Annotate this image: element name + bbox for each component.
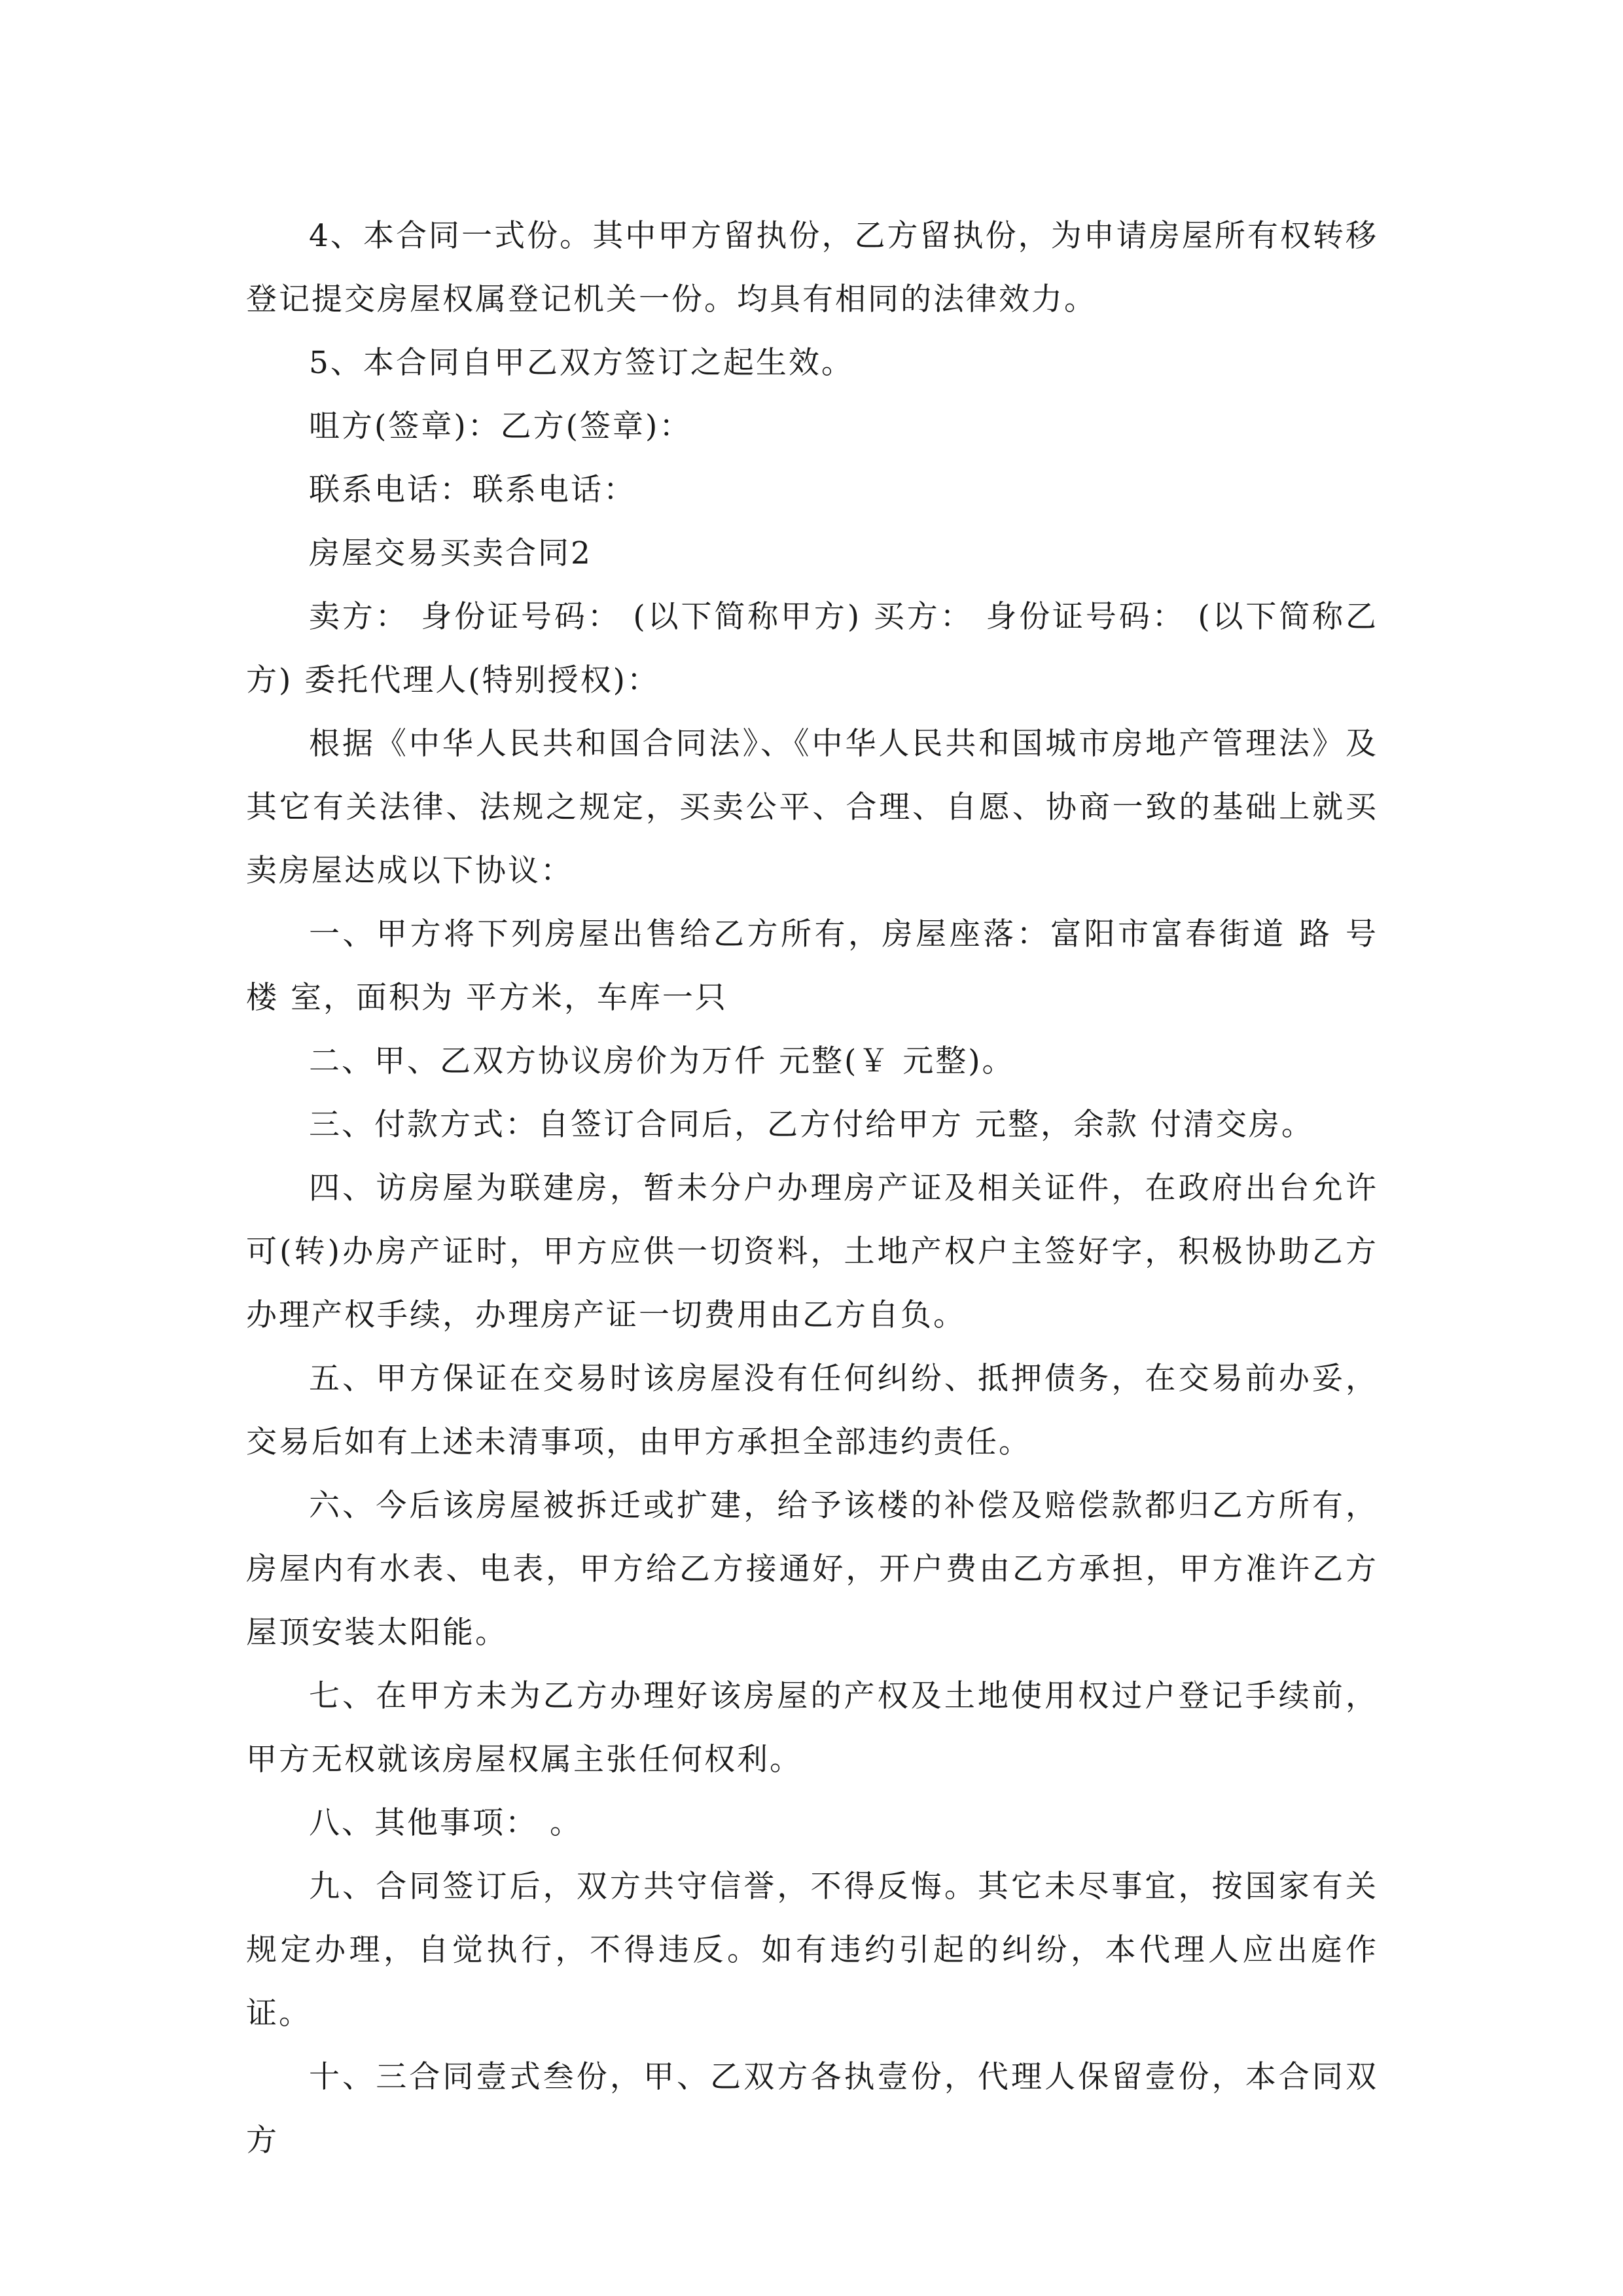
- article-9: 九、合同签订后，双方共守信誉，不得反悔。其它未尽事宜，按国家有关规定办理，自觉执行，不得违反。如有违约引起的纠纷，本代理人应出庭作证。: [246, 1869, 1378, 2032]
- contract-title: 房屋交易买卖合同2: [309, 535, 592, 571]
- paragraph-clause-5: 5、本合同自甲乙双方签订之起生效。: [309, 345, 854, 381]
- article-6: 六、今后该房屋被拆迁或扩建，给予该楼的补偿及赔偿款都归乙方所有，房屋内有水表、电表，甲方给乙方接通好，开户费由乙方承担，甲方准许乙方屋顶安装太阳能。: [246, 1488, 1378, 1651]
- preamble-paragraph: 根据《中华人民共和国合同法》、《中华人民共和国城市房地产管理法》及其它有关法律、法规之规定，买卖公平、合理、自愿、协商一致的基础上就买卖房屋达成以下协议：: [246, 726, 1378, 889]
- article-2: 二、甲、乙双方协议房价为万仟 元整(￥ 元整)。: [309, 1043, 1015, 1079]
- article-3: 三、付款方式：自签订合同后，乙方付给甲方 元整，余款 付清交房。: [309, 1107, 1314, 1143]
- article-7: 七、在甲方未为乙方办理好该房屋的产权及土地使用权过户登记手续前，甲方无权就该房屋权属主张任何权利。: [246, 1678, 1378, 1778]
- contact-phone-line: 联系电话：联系电话：: [309, 472, 636, 508]
- article-10: 十、三合同壹式叁份，甲、乙双方各执壹份，代理人保留壹份，本合同双方: [246, 2059, 1378, 2159]
- article-8: 八、其他事项： 。: [309, 1805, 582, 1841]
- article-4: 四、访房屋为联建房，暂未分户办理房产证及相关证件，在政府出台允许可(转)办房产证时，甲方应供一切资料，土地产权户主签好字，积极协助乙方办理产权手续，办理房产证一切费用由乙方自负。: [246, 1170, 1378, 1333]
- document-body: [246, 204, 1378, 2172]
- article-5: 五、甲方保证在交易时该房屋没有任何纠纷、抵押债务，在交易前办妥，交易后如有上述未清事项，由甲方承担全部违约责任。: [246, 1361, 1378, 1460]
- signature-line: 咀方(签章)：乙方(签章)：: [309, 408, 692, 444]
- parties-line: 卖方： 身份证号码： (以下简称甲方) 买方： 身份证号码： (以下简称乙方) 委托代理人(特别授权)：: [246, 599, 1378, 698]
- article-1: 一、甲方将下列房屋出售给乙方所有，房屋座落：富阳市富春街道 路 号楼 室，面积为 平方米，车库一只: [246, 916, 1378, 1016]
- paragraph-clause-4: 4、本合同一式份。其中甲方留执份，乙方留执份，为申请房屋所有权转移登记提交房屋权属登记机关一份。均具有相同的法律效力。: [246, 218, 1378, 317]
